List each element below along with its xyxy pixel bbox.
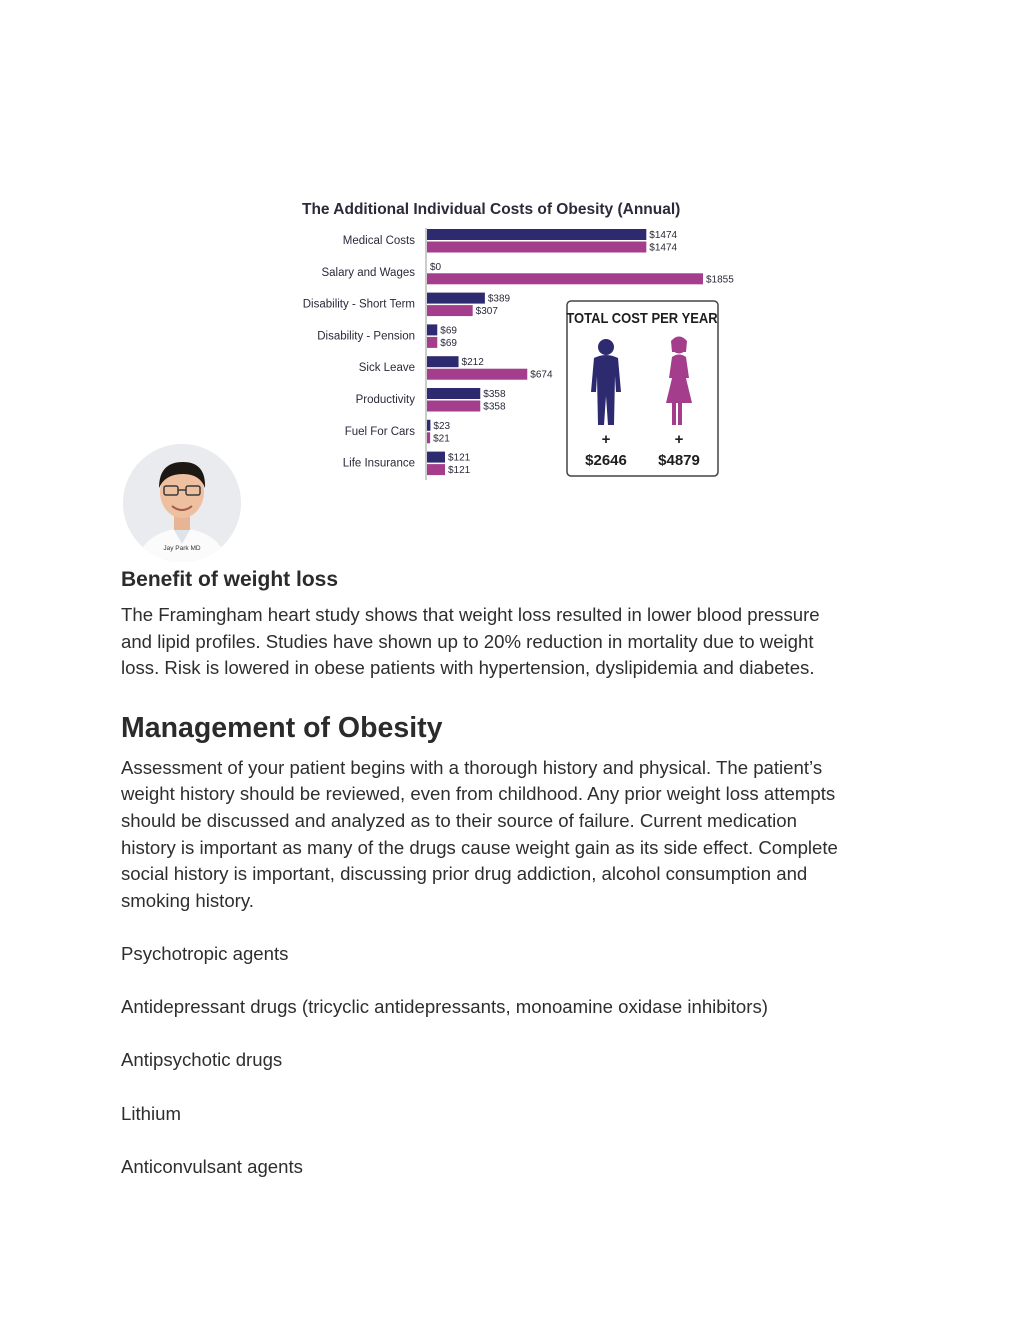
management-line: smoking history. xyxy=(121,889,254,911)
author-portrait xyxy=(123,444,241,562)
category-label: Life Insurance xyxy=(342,457,415,470)
bar-value-label: $358 xyxy=(483,389,506,400)
bar-value-label: $69 xyxy=(440,325,457,337)
drug-class-item: Antipsychotic drugs xyxy=(121,1049,283,1071)
drug-class-item: Psychotropic agents xyxy=(121,942,289,964)
bar-value-label: $674 xyxy=(530,369,553,381)
category-label: Disability - Pension xyxy=(317,330,415,343)
chart-title: The Additional Individual Costs of Obesity (Annual) xyxy=(302,201,681,218)
chart-canvas xyxy=(291,192,734,492)
category-label: Disability - Short Term xyxy=(302,298,415,311)
bar xyxy=(427,305,473,316)
bar-value-label: $1474 xyxy=(649,242,678,254)
author-avatar xyxy=(123,444,241,562)
bar xyxy=(427,356,459,367)
bar xyxy=(427,401,480,412)
category-label: Salary and Wages xyxy=(321,266,415,279)
bar-value-label: $69 xyxy=(440,337,457,349)
bar xyxy=(427,273,703,284)
bar xyxy=(427,324,437,335)
drug-class-item: Anticonvulsant agents xyxy=(121,1155,303,1177)
bar xyxy=(427,452,445,463)
bar xyxy=(427,229,646,240)
benefit-line: and lipid profiles. Studies have shown up to 20% reduction in mortality due to weight xyxy=(121,630,814,652)
management-line: history is important as many of the drugs cause weight gain as its side effect. Complete xyxy=(121,836,838,858)
bar xyxy=(427,293,485,304)
benefit-heading: Benefit of weight loss xyxy=(121,568,339,591)
bar-value-label: $121 xyxy=(448,452,471,464)
avatar-caption: Jay Park MD xyxy=(163,545,201,552)
bar-value-label: $1855 xyxy=(706,274,734,286)
management-line: social history is important, discussing prior drug addiction, alcohol consumption and xyxy=(121,863,808,885)
bar-value-label: $0 xyxy=(430,261,442,273)
bar-value-label: $389 xyxy=(487,293,511,305)
category-label: Productivity xyxy=(355,394,415,406)
obesity-cost-chart xyxy=(291,192,734,492)
bar xyxy=(427,388,480,399)
total-cost-title: TOTAL COST PER YEAR xyxy=(566,310,718,327)
management-line: should be discussed and analyzed as to their source of failure. Current medication xyxy=(121,809,797,831)
bar-value-label: $307 xyxy=(475,306,498,318)
bar xyxy=(427,464,445,475)
total-cost-box-frame xyxy=(567,301,718,476)
male-total-prefix: + xyxy=(601,431,611,448)
drug-class-item: Antidepressant drugs (tricyclic antidepressants, monoamine oxidase inhibitors) xyxy=(121,996,768,1018)
benefit-line: loss. Risk is lowered in obese patients with hypertension, dyslipidemia and diabetes. xyxy=(121,657,815,679)
bar xyxy=(427,242,646,253)
bar xyxy=(427,432,430,443)
bar-value-label: $23 xyxy=(433,420,451,432)
bar xyxy=(427,420,430,431)
bar-value-label: $212 xyxy=(461,357,484,369)
female-total-prefix: + xyxy=(674,431,684,448)
article-body xyxy=(121,568,911,1180)
benefit-line: The Framingham heart study shows that weight loss resulted in lower blood pressure xyxy=(121,604,820,625)
bar-value-label: $358 xyxy=(483,401,506,413)
female-total-value: $4879 xyxy=(658,452,700,469)
bar xyxy=(427,369,527,380)
category-label: Medical Costs xyxy=(342,235,415,247)
bar-value-label: $1474 xyxy=(649,230,678,241)
bar xyxy=(427,337,437,348)
total-cost-box xyxy=(566,301,718,476)
category-label: Sick Leave xyxy=(358,362,415,375)
male-total-value: $2646 xyxy=(585,452,627,469)
drug-class-item: Lithium xyxy=(121,1102,181,1124)
management-line: Assessment of your patient begins with a thorough history and physical. The patient’s xyxy=(121,756,823,778)
benefit-paragraph xyxy=(121,602,911,682)
management-heading: Management of Obesity xyxy=(121,711,443,744)
category-label: Fuel For Cars xyxy=(344,425,415,438)
management-line: weight history should be reviewed, even from childhood. Any prior weight loss attempts xyxy=(121,783,836,805)
bar-value-label: $21 xyxy=(433,433,450,445)
bar-value-label: $121 xyxy=(448,465,471,477)
management-paragraph xyxy=(121,755,911,915)
